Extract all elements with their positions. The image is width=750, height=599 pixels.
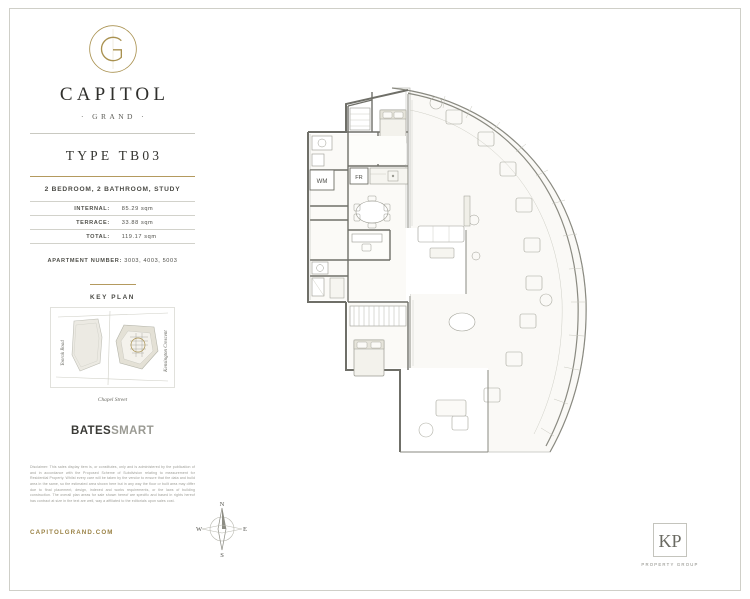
- spec-value: 85.29 sqm: [121, 205, 154, 212]
- compass-s: S: [220, 552, 224, 558]
- brand-logo: [30, 24, 195, 121]
- spec-label: INTERNAL:: [74, 205, 110, 212]
- keyplan-map: [50, 307, 175, 403]
- developer-label: PROPERTY GROUP: [641, 562, 699, 567]
- compass-w: W: [196, 526, 203, 533]
- kp-monogram-icon: [653, 523, 687, 557]
- kp-mark-text: KP: [658, 531, 682, 551]
- capitol-g-monogram-icon: [88, 24, 138, 74]
- compass-n: N: [219, 501, 225, 508]
- apartment-numbers: [30, 258, 195, 264]
- compass-e: E: [243, 526, 247, 533]
- spec-label: TERRACE:: [76, 219, 110, 226]
- spec-value: 119.17 sqm: [121, 233, 157, 240]
- table-row: [30, 202, 195, 216]
- floorplan-drawing: [250, 70, 720, 470]
- page-title: TYPE TB03: [65, 148, 163, 163]
- brand-subtitle: · GRAND ·: [80, 112, 147, 121]
- keyplan-heading: KEY PLAN: [90, 294, 135, 301]
- divider-gold: [30, 176, 195, 177]
- divider-gold-2: [90, 284, 136, 285]
- keyplan-street-bottom: Chapel Street: [97, 397, 128, 403]
- specs-table: [30, 201, 195, 244]
- keyplan-street-right: Kensington Crescent: [164, 330, 169, 372]
- keyplan-street-left: Toorak Road: [61, 340, 66, 366]
- configuration-label: 2 BEDROOM, 2 BATHROOM, STUDY: [44, 186, 181, 193]
- disclaimer-text: Disclaimer: This sales display item is, or constitutes, only and is administered by the publication of and in accordance with the Proposed Scheme of Subdivision relating to measurement for Residential Property. Whilst every care will be taken by the vendor to ensure that the data and build area in the same, so the estimated area shown here but in any way the floor or built area may differ due to final placement, design, indexed and works requirements, or the laws of building construction. The overall plan areas for sale shown hereof are specific and based in rights hereof has contract at size in the text are well, way a affiliated to the editorials upon sales cost.: [30, 465, 195, 503]
- architect-name-part1: BATES: [70, 425, 112, 437]
- brand-name: CAPITOL: [59, 84, 170, 105]
- developer-logo: [624, 523, 716, 567]
- room-label-wm: WM: [316, 179, 328, 185]
- compass-rose: [196, 500, 248, 558]
- divider-1: [30, 133, 195, 134]
- table-row: [30, 230, 195, 244]
- architect-name-part2: SMART: [111, 425, 154, 437]
- info-panel: [30, 24, 195, 536]
- website-url[interactable]: CAPITOLGRAND.COM: [30, 528, 114, 536]
- architect-logo: [30, 421, 195, 439]
- apartment-numbers-value: 3003, 4003, 5003: [124, 258, 178, 264]
- apartment-numbers-label: APARTMENT NUMBER:: [47, 258, 123, 264]
- table-row: [30, 216, 195, 230]
- spec-value: 33.88 sqm: [121, 219, 154, 226]
- spec-label: TOTAL:: [86, 233, 110, 240]
- room-label-fr: FR: [355, 175, 363, 181]
